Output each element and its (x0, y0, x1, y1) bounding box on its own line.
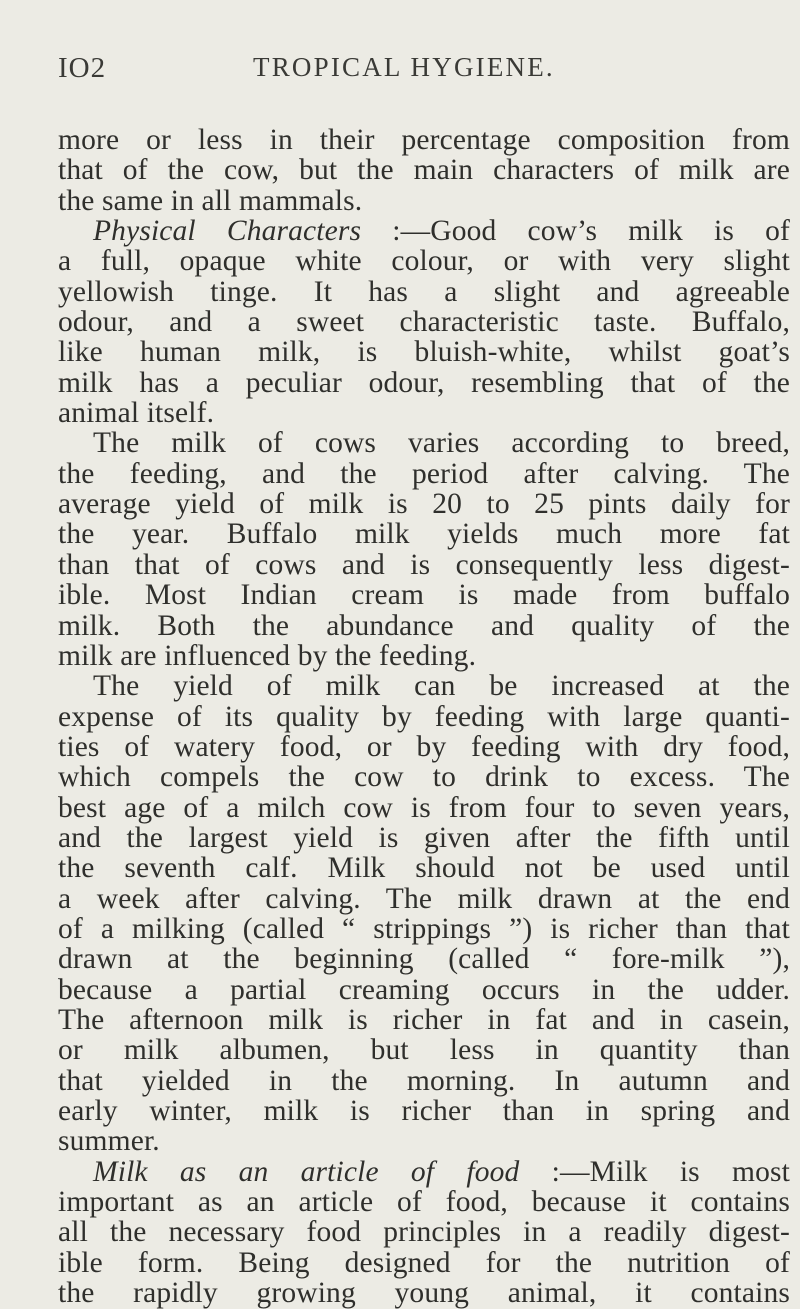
text-line: ible form. Being designed for the nutrition of (58, 1246, 790, 1279)
text-line: The yield of milk can be increased at the (93, 670, 790, 703)
line-text: :—Milk is most (551, 1155, 790, 1188)
text-line: like human milk, is bluish-white, whilst goat’s (58, 336, 790, 369)
text-line: important as an article of food, because it contains (58, 1186, 790, 1219)
text-line: all the necessary food principles in a readily digest- (58, 1216, 790, 1249)
text-line: The milk of cows varies according to breed, (93, 427, 790, 460)
text-line: ties of watery food, or by feeding with dry food, (58, 730, 790, 763)
text-line: milk has a peculiar odour, resembling that of the (58, 366, 790, 399)
text-line (58, 216, 790, 246)
text-line: because a partial creaming occurs in the udder. (58, 973, 790, 1006)
text-line: The afternoon milk is richer in fat and in casein, (58, 1003, 790, 1036)
text-line: more or less in their percentage composition from (58, 124, 790, 156)
text-line: or milk albumen, but less in quantity than (58, 1034, 790, 1067)
page-number: IO2 (58, 52, 107, 84)
text-line: a week after calving. The milk drawn at the end (58, 882, 790, 915)
text-line: ible. Most Indian cream is made from buffalo (58, 579, 790, 612)
text-line: odour, and a sweet characteristic taste. Buffalo, (58, 306, 790, 339)
text-line (58, 1157, 790, 1187)
text-line: the rapidly growing young animal, it contains (58, 1277, 790, 1309)
text-line: that yielded in the morning. In autumn and (58, 1064, 790, 1097)
text-line: milk. Both the abundance and quality of the (58, 609, 790, 642)
text-line: which compels the cow to drink to excess. The (58, 761, 790, 794)
body-text (58, 125, 790, 1308)
text-line: the same in all mammals. (58, 184, 363, 217)
text-line: yellowish tinge. It has a slight and agreeable (58, 275, 790, 308)
text-line: the feeding, and the period after calving. The (58, 457, 790, 490)
text-line: than that of cows and is consequently less digest- (58, 548, 790, 581)
text-line: best age of a milch cow is from four to seven years, (58, 791, 790, 824)
section-heading-physical-characters: Physical Characters (93, 215, 362, 248)
text-line: and the largest yield is given after the fifth until (58, 821, 790, 854)
text-line: milk are influenced by the feeding. (58, 639, 477, 672)
text-line: a full, opaque white colour, or with very slight (58, 245, 790, 278)
running-head: TROPICAL HYGIENE. (253, 52, 555, 82)
text-line: average yield of milk is 20 to 25 pints daily for (58, 488, 790, 521)
section-heading-milk-as-food: Milk as an article of food (93, 1155, 520, 1188)
text-line: that of the cow, but the main characters of milk are (58, 154, 790, 187)
text-line: animal itself. (58, 397, 215, 430)
text-line: summer. (58, 1125, 160, 1158)
text-line: expense of its quality by feeding with large quanti- (58, 700, 790, 733)
line-text: :—Good cow’s milk is of (392, 215, 790, 248)
text-line: drawn at the beginning (called “ fore-milk ”), (58, 943, 790, 976)
text-line: of a milking (called “ strippings ”) is richer than that (58, 912, 790, 945)
text-line: the seventh calf. Milk should not be used until (58, 852, 790, 885)
text-line: early winter, milk is richer than in spring and (58, 1095, 790, 1127)
page-header (58, 52, 788, 92)
text-line: the year. Buffalo milk yields much more fat (58, 518, 790, 551)
